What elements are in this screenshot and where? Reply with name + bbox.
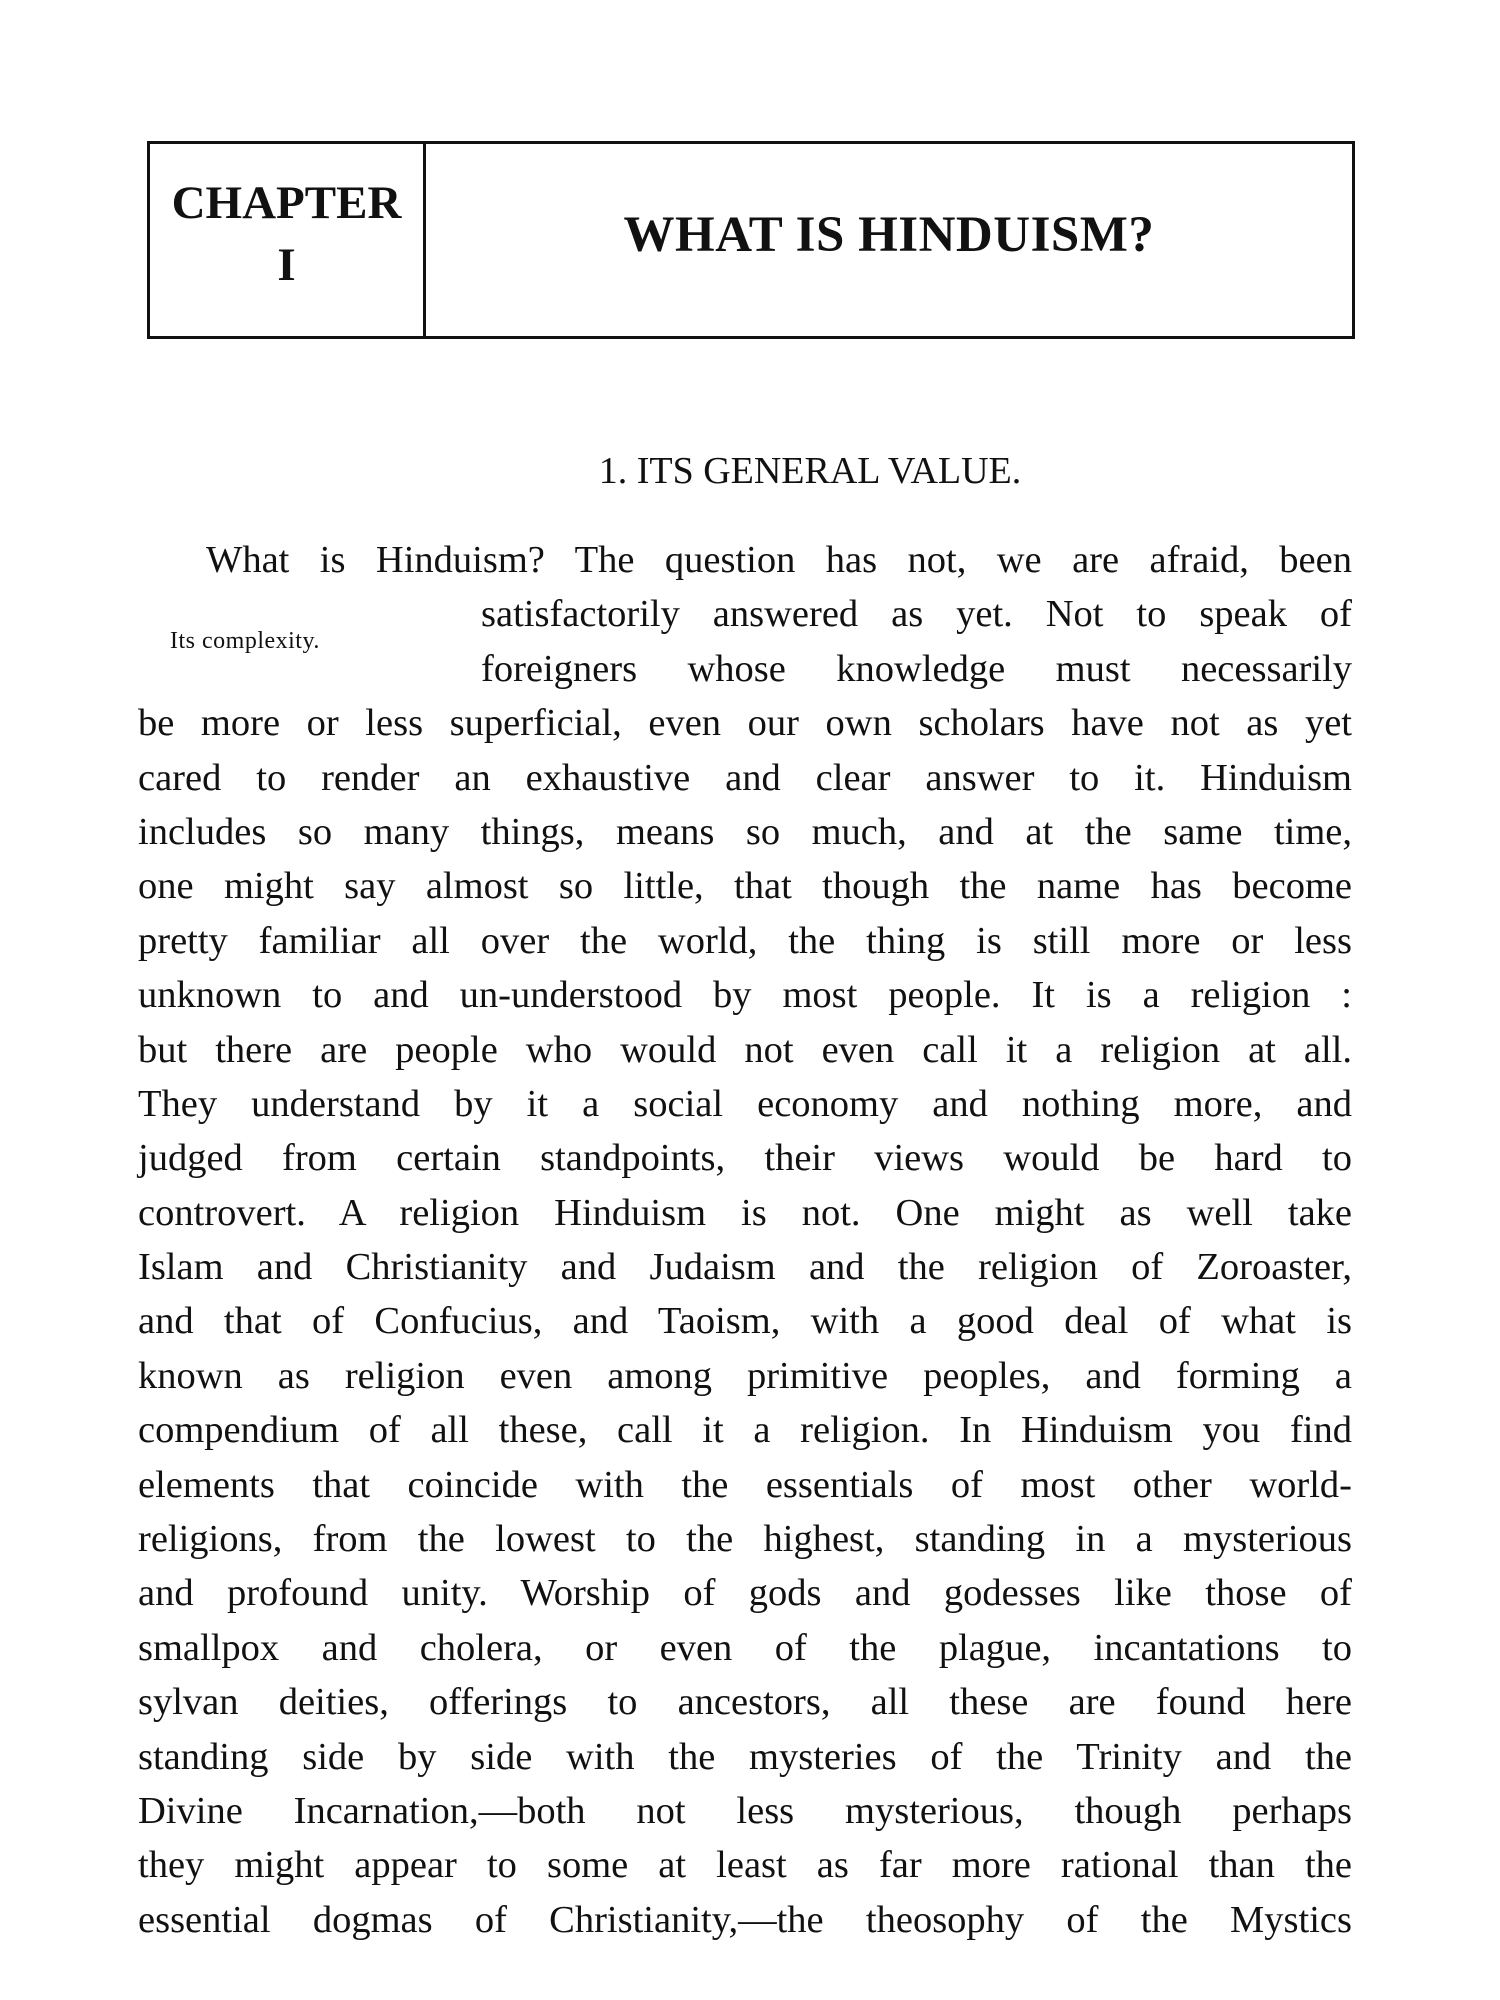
body-line: Divine Incarnation,—both not less mysterious, though perhaps (138, 1789, 1352, 1832)
body-line: satisfactorily answered as yet. Not to speak of (481, 593, 1352, 636)
body-line: standing side by side with the mysteries of the Trinity and the (138, 1735, 1352, 1778)
body-line: one might say almost so little, that though the name has become (138, 865, 1352, 908)
body-line: but there are people who would not even call it a religion at all. (138, 1028, 1352, 1071)
body-line: essential dogmas of Christianity,—the theosophy of the Mystics (138, 1898, 1352, 1941)
chapter-number: I (277, 239, 296, 291)
body-line: compendium of all these, call it a religion. In Hinduism you find (138, 1409, 1352, 1452)
section-heading: 1. ITS GENERAL VALUE. (598, 450, 1022, 492)
body-line: they might appear to some at least as far more rational than the (138, 1844, 1352, 1887)
body-line: elements that coincide with the essentials of most other world- (138, 1463, 1352, 1506)
body-line: smallpox and cholera, or even of the plague, incantations to (138, 1626, 1352, 1669)
body-line: sylvan deities, offerings to ancestors, all these are found here (138, 1681, 1352, 1724)
chapter-title: WHAT IS HINDUISM? (623, 207, 1155, 263)
body-line: What is Hinduism? The question has not, we are afraid, been (206, 539, 1352, 581)
chapter-label-word: CHAPTER (171, 177, 402, 229)
body-line: controvert. A religion Hinduism is not. One might as well take (138, 1191, 1352, 1234)
chapter-header-box (147, 141, 1355, 339)
body-line: and profound unity. Worship of gods and godesses like those of (138, 1572, 1352, 1615)
body-line: judged from certain standpoints, their views would be hard to (138, 1137, 1352, 1180)
body-line: Islam and Christianity and Judaism and the religion of Zoroaster, (138, 1246, 1352, 1289)
body-line: cared to render an exhaustive and clear answer to it. Hinduism (138, 756, 1352, 799)
body-line: includes so many things, means so much, and at the same time, (138, 810, 1352, 853)
body-text (138, 533, 1352, 1947)
body-line: They understand by it a social economy and nothing more, and (138, 1082, 1352, 1125)
body-line: and that of Confucius, and Taoism, with a good deal of what is (138, 1300, 1352, 1343)
body-line: known as religion even among primitive peoples, and forming a (138, 1354, 1352, 1397)
chapter-label (150, 144, 426, 336)
body-line: religions, from the lowest to the highest, standing in a mysterious (138, 1518, 1352, 1561)
body-line: be more or less superficial, even our own scholars have not as yet (138, 702, 1352, 745)
body-line: foreigners whose knowledge must necessarily (481, 647, 1352, 690)
margin-note: Its complexity. (170, 628, 320, 654)
body-line: unknown to and un-understood by most people. It is a religion : (138, 974, 1352, 1017)
body-line: pretty familiar all over the world, the thing is still more or less (138, 919, 1352, 962)
